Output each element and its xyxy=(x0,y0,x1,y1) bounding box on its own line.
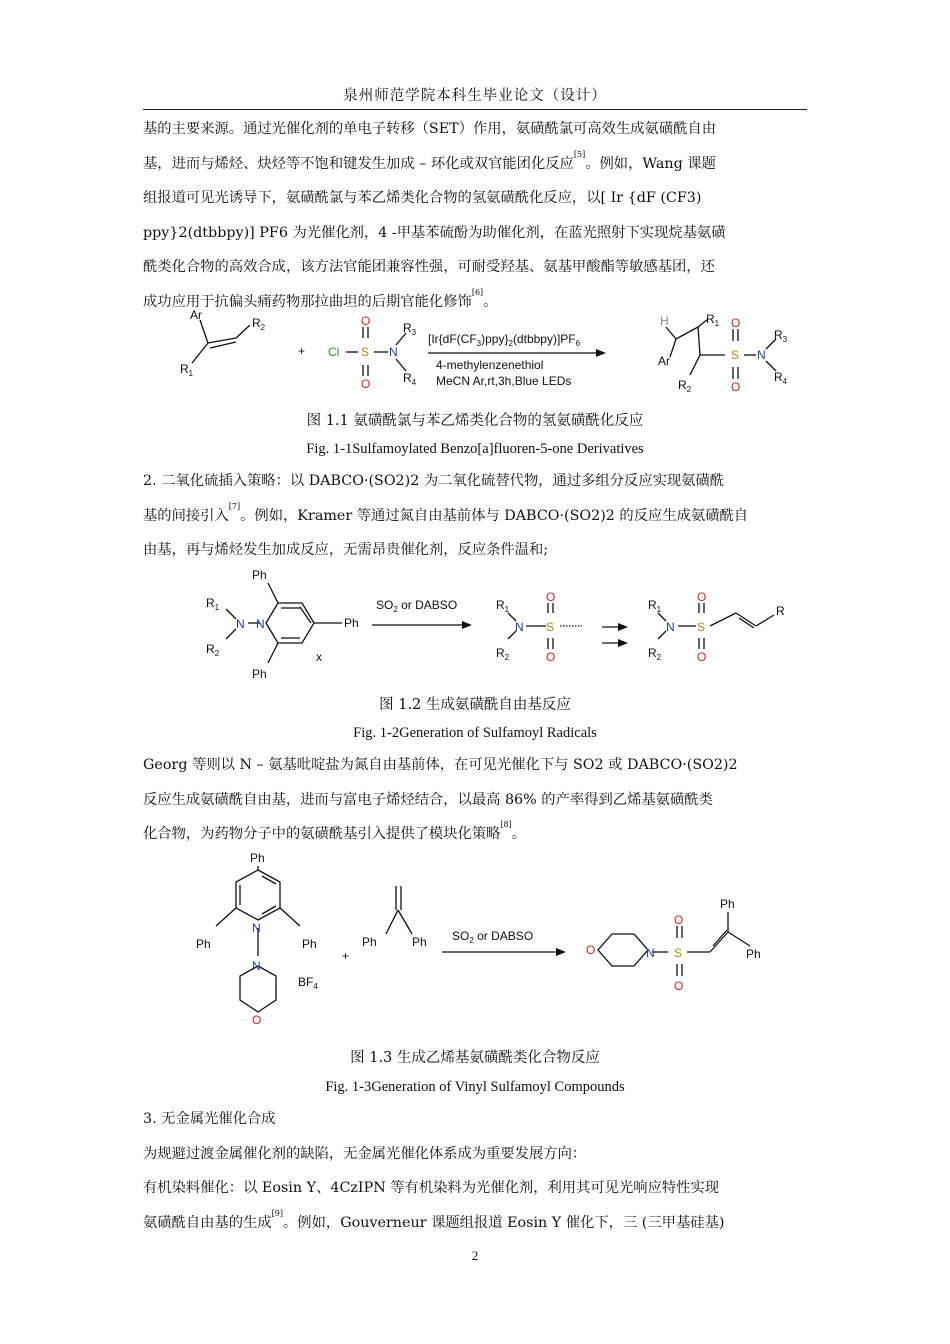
substituent-label: $R_4$ xyxy=(774,370,788,386)
running-header: 泉州师范学院本科生毕业论文（设计） xyxy=(143,84,807,110)
substituent-label: $R_3$ xyxy=(774,328,788,344)
text-line: 基的主要来源。通过光催化剂的单电子转移（SET）作用，氨磺酰氯可高效生成氨磺酰自由 xyxy=(143,121,717,137)
nitrogen-atom: N xyxy=(515,620,524,634)
condition-label: 4-methylenzenethiol xyxy=(436,358,544,372)
page-number: 2 xyxy=(471,1248,479,1263)
nitrogen-atom: N xyxy=(236,617,245,631)
oxygen-atom: O xyxy=(586,943,596,957)
counterion-label: $BF_4$ xyxy=(298,975,318,991)
reagent-label: $SO_2$ or DABSO xyxy=(452,929,534,945)
catalyst-label: $[Ir\{dF(CF_3)ppy\}_2(dtbbpy)]PF_6$ xyxy=(428,332,581,348)
section-heading: 3. 无金属光催化合成 xyxy=(143,1111,276,1127)
oxygen-atom: O xyxy=(546,650,556,664)
aryl-label: Ar xyxy=(658,354,670,368)
citation-ref[interactable]: [9] xyxy=(271,1208,284,1218)
substituent-label: $R_1$ xyxy=(180,362,194,378)
text-line: 组报道可见光诱导下，氨磺酰氯与苯乙烯类化合物的氢氨磺酰化反应，以[ Ir {dF (CF3) xyxy=(143,190,702,206)
oxygen-atom: O xyxy=(697,650,707,664)
oxygen-atom: O xyxy=(697,590,707,604)
text-line: 有机染料催化：以 Eosin Y、4CzIPN 等有机染料为光催化剂，利用其可见光响应特性实现 xyxy=(143,1180,720,1196)
oxygen-atom: O xyxy=(731,380,741,394)
chlorine-atom: Cl xyxy=(328,345,340,359)
body-paragraph-3 xyxy=(143,748,807,852)
citation-ref[interactable]: [7] xyxy=(228,501,241,511)
text-line: 基的间接引入[7]。例如，Kramer 等通过氮自由基前体与 DABCO·(SO2)2 的反应生成氨磺酰自 xyxy=(143,501,749,524)
oxygen-atom: O xyxy=(546,590,556,604)
text-line: ppy}2(dtbbpy)] PF6 为光催化剂，4 -甲基苯硫酚为助催化剂，在蓝光照射下实现烷基氨磺 xyxy=(143,224,726,241)
arrow-head-icon xyxy=(596,349,606,357)
oxygen-atom: O xyxy=(731,316,741,330)
citation-ref[interactable]: [5] xyxy=(573,149,586,159)
plus-sign: + xyxy=(342,949,350,963)
sulfur-atom: S xyxy=(361,345,370,359)
substituent-label: $R_1$ xyxy=(706,312,720,328)
oxygen-atom: O xyxy=(361,377,371,391)
text-line: 化合物，为药物分子中的氨磺酰基引入提供了模块化策略[8]。 xyxy=(143,820,527,842)
citation-ref[interactable]: [6] xyxy=(471,287,484,297)
text-line: 由基，再与烯烃发生加成反应，无需昂贵催化剂，反应条件温和; xyxy=(143,542,549,558)
substituent-label: $R_2$ xyxy=(206,642,220,658)
oxygen-atom: O xyxy=(674,979,684,993)
hydrogen-atom: H xyxy=(660,314,669,328)
figure-caption-en: Fig. 1-1Sulfamoylated Benzo[a]fluoren-5-one Derivatives xyxy=(306,441,644,457)
reaction-scheme-1 xyxy=(170,305,810,405)
text-line: 基，进而与烯烃、炔烃等不饱和键发生加成 – 环化或双官能团化反应[5]。例如，Wang 课题 xyxy=(143,149,716,172)
text-line: 成功应用于抗偏头痛药物那拉曲坦的后期官能化修饰[6]。 xyxy=(143,287,498,310)
figure-caption-cn: 图 1.3 生成乙烯基氨磺酰类化合物反应 xyxy=(350,1050,600,1066)
aryl-label: Ar xyxy=(190,308,202,322)
nitrogen-atom: N xyxy=(646,946,655,960)
nitrogen-atom: N xyxy=(252,921,261,935)
arrow-head-icon xyxy=(618,623,628,631)
text-line: 2. 二氧化硫插入策略：以 DABCO·(SO2)2 为二氧化硫替代物，通过多组分反应实现氨磺酰 xyxy=(143,473,725,489)
text-line: 反应生成氨磺酰自由基，进而与富电子烯烃结合，以最高 86% 的产率得到乙烯基氨磺酰类 xyxy=(143,791,713,808)
nitrogen-atom: N xyxy=(252,959,261,973)
body-paragraph-1 xyxy=(143,112,807,319)
substituent-label: $R_2$ xyxy=(678,378,692,394)
text-line: 酰类化合物的高效合成，该方法官能团兼容性强，可耐受羟基、氨基甲酸酯等敏感基团，还 xyxy=(143,259,715,275)
nitrogen-atom: N xyxy=(757,348,766,362)
figure-caption-en: Fig. 1-2Generation of Sulfamoyl Radicals xyxy=(353,725,597,741)
nitrogen-atom: N xyxy=(389,345,398,359)
nitrogen-atom: N xyxy=(256,617,265,631)
condition-label: MeCN Ar,rt,3h,Blue LEDs xyxy=(436,374,572,388)
reaction-scheme-3 xyxy=(190,848,810,1040)
text-line: Georg 等则以 N – 氨基吡啶盐为氮自由基前体，在可见光催化下与 SO2 或 DABCO·(SO2)2 xyxy=(143,757,738,773)
phenyl-label: Ph xyxy=(412,935,427,949)
phenyl-label: Ph xyxy=(302,937,317,951)
body-paragraph-4 xyxy=(143,1102,807,1240)
phenyl-label: Ph xyxy=(362,935,377,949)
figure-caption-en: Fig. 1-3Generation of Vinyl Sulfamoyl Compounds xyxy=(325,1079,625,1095)
text-line: 氨磺酰自由基的生成[9]。例如，Gouverneur 课题组报道 Eosin Y 催化下，三 (三甲基硅基) xyxy=(143,1208,725,1231)
arrow-head-icon xyxy=(556,948,566,956)
substituent-label: $R_2$ xyxy=(252,316,266,332)
substituent-label: $R_1$ xyxy=(496,598,510,614)
phenyl-label: Ph xyxy=(252,667,267,681)
arrow-head-icon xyxy=(618,639,628,647)
phenyl-label: Ph xyxy=(196,937,211,951)
oxygen-atom: O xyxy=(361,314,371,328)
phenyl-label: Ph xyxy=(344,616,359,630)
oxygen-atom: O xyxy=(674,913,684,927)
oxygen-atom: O xyxy=(252,1013,262,1027)
reaction-scheme-2 xyxy=(190,565,810,687)
substituent-label: $R_3$ xyxy=(403,321,417,337)
citation-ref[interactable]: [8] xyxy=(500,820,512,829)
text-line: 为规避过渡金属催化剂的缺陷，无金属光催化体系成为重要发展方向： xyxy=(143,1145,587,1162)
phenyl-label: Ph xyxy=(250,851,265,865)
phenyl-label: Ph xyxy=(720,897,735,911)
plus-sign: + xyxy=(298,344,306,358)
substituent-label: R xyxy=(776,604,785,618)
sulfur-atom: S xyxy=(697,620,706,634)
counterion-label: x xyxy=(316,650,322,664)
sulfur-atom: S xyxy=(546,620,555,634)
body-paragraph-2 xyxy=(143,464,807,568)
substituent-label: $R_1$ xyxy=(648,598,662,614)
substituent-label: $R_4$ xyxy=(403,371,417,387)
reagent-label: $SO_2$ or DABSO xyxy=(376,598,458,614)
substituent-label: $R_2$ xyxy=(496,646,510,662)
substituent-label: $R_1$ xyxy=(206,596,220,612)
phenyl-label: Ph xyxy=(252,568,267,582)
substituent-label: $R_2$ xyxy=(648,646,662,662)
figure-caption-cn: 图 1.2 生成氨磺酰自由基反应 xyxy=(379,697,571,713)
figure-caption-cn: 图 1.1 氨磺酰氯与苯乙烯类化合物的氢氨磺酰化反应 xyxy=(306,413,644,429)
nitrogen-atom: N xyxy=(666,620,675,634)
phenyl-label: Ph xyxy=(746,947,761,961)
sulfur-atom: S xyxy=(731,348,740,362)
sulfur-atom: S xyxy=(674,946,683,960)
arrow-head-icon xyxy=(462,621,472,629)
